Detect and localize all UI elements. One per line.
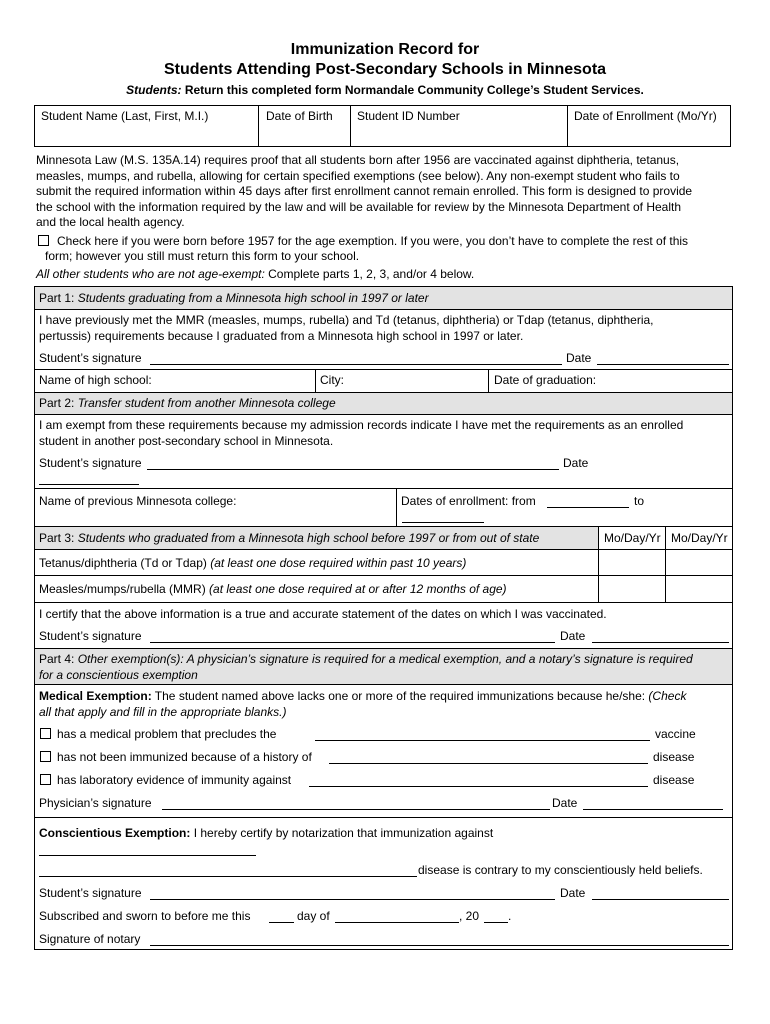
age-exemption-text-1: Check here if you were born before 1957 for the age exemption. If you were, you don’t have to complete the rest of this [57, 234, 689, 248]
notary-signature-label: Signature of notary [39, 932, 141, 946]
lab-evidence-checkbox[interactable] [40, 774, 51, 785]
mmr-date-2-input[interactable] [666, 576, 732, 602]
part3-signature-label: Student’s signature [39, 629, 142, 643]
conscientious-disease-line-2[interactable] [39, 876, 417, 877]
part4-date-line[interactable] [592, 899, 729, 900]
enrollment-to-label: to [634, 494, 645, 508]
part3-heading: Part 3: Students who graduated from a Minnesota high school before 1997 or from out of state [39, 531, 540, 545]
previous-college-field[interactable]: Name of previous Minnesota college: [39, 494, 237, 508]
td-vaccine-row: Tetanus/diphtheria (Td or Tdap) (at least one dose required within past 10 years) [39, 556, 467, 570]
physician-signature-label: Physician’s signature [39, 796, 152, 810]
part1-signature-line[interactable] [150, 364, 562, 365]
high-school-field[interactable]: Name of high school: [39, 373, 152, 387]
age-exemption-checkbox[interactable] [38, 235, 49, 246]
td-date-2-input[interactable] [666, 550, 732, 575]
medical-problem-checkbox[interactable] [40, 728, 51, 739]
part3-date-line[interactable] [592, 642, 729, 643]
disease-suffix-1: disease [653, 750, 695, 764]
law-paragraph: Minnesota Law (M.S. 135A.14) requires proof that all students born after 1956 are vaccinated against diphtheria, tetanus, measles, mumps, and rubella, allowing for certain specified exemptions (see below). Any non-exempt student who fails to submit the required information within 45 days after first enrollment cannot remain enrolled. This form is designed to provide the school with the information required by the law and will be available for review by the Minnesota Department of Health and the local health agency. [36, 153, 693, 229]
date-column-1-header: Mo/Day/Yr [604, 531, 661, 545]
enrollment-from-label: Dates of enrollment: from [401, 494, 536, 508]
enrollment-to-line[interactable] [402, 522, 484, 523]
precluded-vaccine-line[interactable] [315, 740, 650, 741]
mmr-vaccine-row: Measles/mumps/rubella (MMR) (at least one dose required at or after 12 months of age) [39, 582, 507, 596]
medical-problem-label: has a medical problem that precludes the [57, 727, 277, 741]
enrollment-date-field[interactable]: Date of Enrollment (Mo/Yr) [574, 109, 717, 123]
part2-date-line[interactable] [39, 484, 139, 485]
other-students-note: All other students who are not age-exempt: Complete parts 1, 2, 3, and/or 4 below. [36, 267, 475, 281]
title-line-1: Immunization Record for [290, 41, 480, 58]
vaccine-suffix: vaccine [655, 727, 696, 741]
title-line-2: Students Attending Post-Secondary Schools in Minnesota [163, 61, 607, 78]
part4-student-signature-line[interactable] [150, 899, 555, 900]
age-exemption-text-2: form; however you still must return this form to your school. [45, 249, 360, 263]
sworn-text-1: Subscribed and sworn to before me this [39, 909, 251, 923]
notary-signature-line[interactable] [150, 945, 729, 946]
part3-date-label: Date [560, 629, 586, 643]
disease-history-checkbox[interactable] [40, 751, 51, 762]
physician-signature-line[interactable] [162, 809, 550, 810]
date-column-2-header: Mo/Day/Yr [671, 531, 728, 545]
students-text: Return this completed form Normandale Community College’s Student Services. [184, 83, 644, 97]
part1-statement: I have previously met the MMR (measles, mumps, rubella) and Td (tetanus, diphtheria) or Tdap (tetanus, diphtheria, pertussis) requirements because I graduated from a Minnesota high school in 1997 or later. [39, 313, 654, 343]
part2-signature-label: Student’s signature [39, 456, 142, 470]
sworn-text-4: . [508, 909, 512, 923]
conscientious-beliefs-text: disease is contrary to my conscientiously held beliefs. [418, 863, 703, 877]
td-date-1-input[interactable] [599, 550, 665, 575]
medical-exemption-intro: Medical Exemption: The student named above lacks one or more of the required immunizations because he/she: (Check all that apply and fill in the appropriate blanks.) [39, 689, 687, 719]
mmr-date-1-input[interactable] [599, 576, 665, 602]
part2-heading: Part 2: Transfer student from another Minnesota college [39, 396, 336, 410]
students-label: Students: [126, 83, 182, 97]
graduation-date-field[interactable]: Date of graduation: [494, 373, 597, 387]
conscientious-exemption-intro: Conscientious Exemption: I hereby certify by notarization that immunization against [39, 826, 494, 840]
conscientious-disease-line-1[interactable] [39, 855, 256, 856]
city-field[interactable]: City: [320, 373, 344, 387]
students-instruction [0, 83, 770, 97]
date-of-birth-field[interactable]: Date of Birth [266, 109, 333, 123]
part2-date-label: Date [563, 456, 589, 470]
sworn-month-line[interactable] [335, 922, 459, 923]
part1-date-line[interactable] [597, 364, 729, 365]
lab-evidence-line[interactable] [309, 786, 648, 787]
sworn-text-2: day of [297, 909, 330, 923]
part4-heading: Part 4: Other exemption(s): A physician’s signature is required for a medical exemption, and a notary’s signature is required for a conscientious exemption [39, 652, 693, 682]
physician-date-line[interactable] [583, 809, 723, 810]
sworn-text-3: , 20 [459, 909, 480, 923]
lab-evidence-label: has laboratory evidence of immunity against [57, 773, 292, 787]
sworn-day-line[interactable] [269, 922, 294, 923]
part1-signature-label: Student’s signature [39, 351, 142, 365]
student-name-field[interactable]: Student Name (Last, First, M.I.) [41, 109, 209, 123]
physician-date-label: Date [552, 796, 578, 810]
sworn-year-line[interactable] [484, 922, 508, 923]
disease-suffix-2: disease [653, 773, 695, 787]
part1-date-label: Date [566, 351, 592, 365]
part2-signature-line[interactable] [147, 469, 559, 470]
part3-signature-line[interactable] [150, 642, 555, 643]
student-id-field[interactable]: Student ID Number [357, 109, 460, 123]
disease-history-label: has not been immunized because of a history of [57, 750, 312, 764]
disease-history-line[interactable] [329, 763, 648, 764]
part1-heading: Part 1: Students graduating from a Minnesota high school in 1997 or later [39, 291, 429, 305]
part3-certify-text: I certify that the above information is a true and accurate statement of the dates on which I was vaccinated. [39, 607, 607, 621]
part4-date-label: Date [560, 886, 586, 900]
part2-statement: I am exempt from these requirements because my admission records indicate I have met the requirements as an enrolled student in another post-secondary school in Minnesota. [39, 418, 684, 448]
enrollment-from-line[interactable] [547, 507, 629, 508]
part4-student-signature-label: Student’s signature [39, 886, 142, 900]
